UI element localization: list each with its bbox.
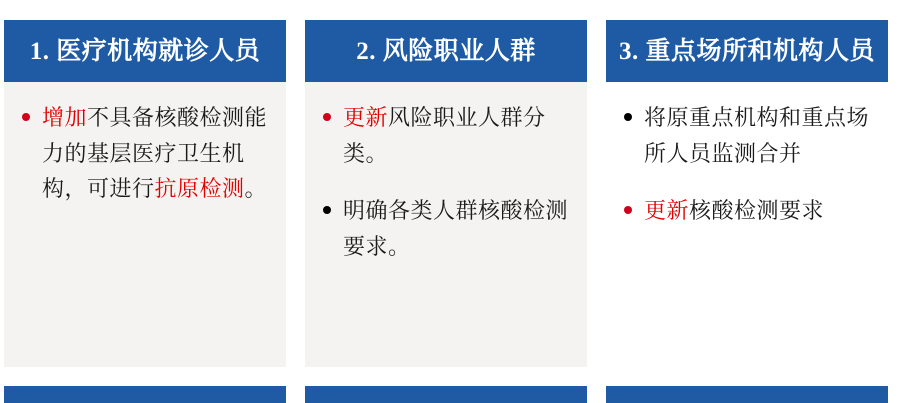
card-1 — [4, 20, 286, 367]
card-3-header — [606, 20, 888, 82]
bullet-text-segment: 不具备核酸检测能力的基层医疗卫生机构，可进行 — [42, 105, 268, 202]
card-1-bullet-list — [18, 100, 270, 207]
card-row — [0, 20, 923, 367]
card-2 — [305, 20, 587, 367]
bullet-text-segment: 更新 — [343, 105, 389, 130]
list-item — [620, 193, 872, 229]
footer-bar-1 — [4, 386, 286, 403]
card-2-bullet-list — [319, 100, 571, 265]
bullet-dot-icon — [22, 113, 30, 121]
card-2-title: 2. 风险职业人群 — [356, 37, 536, 65]
list-item — [319, 193, 571, 264]
bullet-text-segment: 。 — [244, 176, 268, 202]
bullet-dot-icon — [624, 206, 632, 214]
bullet-text-segment: 抗原检测 — [154, 176, 245, 202]
card-1-body — [4, 82, 286, 367]
card-1-header — [4, 20, 286, 82]
card-3 — [606, 20, 888, 367]
bullet-dot-icon — [323, 113, 331, 121]
bullet-text-segment: 更新 — [644, 198, 690, 224]
list-item — [319, 100, 571, 171]
bullet-dot-icon — [323, 206, 331, 214]
list-item — [18, 100, 270, 207]
card-2-body — [305, 82, 587, 367]
footer-bar-3 — [606, 386, 888, 403]
card-3-title: 3. 重点场所和机构人员 — [618, 37, 875, 65]
bullet-dot-icon — [624, 113, 632, 121]
card-3-bullet-list — [620, 100, 872, 229]
card-3-body — [606, 82, 888, 367]
bullet-text-segment: 明确各类人群核酸检测要求。 — [343, 198, 569, 259]
bullet-text-segment: 核酸检测要求 — [689, 198, 825, 224]
card-2-header — [305, 20, 587, 82]
footer-bar-row — [0, 386, 923, 403]
card-1-title: 1. 医疗机构就诊人员 — [29, 37, 261, 65]
bullet-text-segment: 将原重点机构和重点场所人员监测合并 — [644, 105, 870, 166]
footer-bar-2 — [305, 386, 587, 403]
bullet-text-segment: 风险职业人群分类。 — [343, 105, 546, 166]
bullet-text-segment: 增加 — [42, 105, 88, 130]
list-item — [620, 100, 872, 171]
